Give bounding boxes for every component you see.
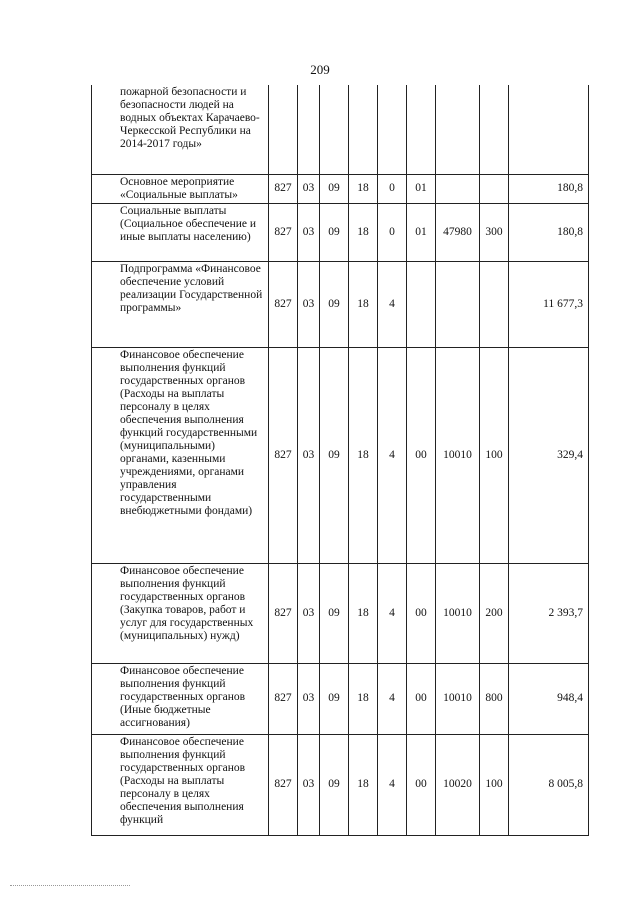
event-code bbox=[407, 85, 436, 174]
table-row bbox=[92, 261, 589, 347]
amount bbox=[509, 85, 589, 174]
subprogram-code: 4 bbox=[378, 663, 407, 734]
row-description: Финансовое обеспечение выполнения функций государственных органов (Расходы на выплаты персоналу в целях обеспечения выполнения функций государственными (муниципальными) органами, казенными учреждениями, органами управления государственными внебюджетными фондами) bbox=[92, 347, 269, 563]
program-code: 18 bbox=[349, 734, 378, 835]
section-code: 03 bbox=[298, 734, 320, 835]
admin-code: 827 bbox=[269, 563, 298, 663]
subsection-code: 09 bbox=[320, 203, 349, 261]
amount: 8 005,8 bbox=[509, 734, 589, 835]
event-code: 00 bbox=[407, 347, 436, 563]
subsection-code: 09 bbox=[320, 663, 349, 734]
direction-code bbox=[436, 261, 480, 347]
admin-code: 827 bbox=[269, 734, 298, 835]
expense-type-code bbox=[480, 261, 509, 347]
amount: 2 393,7 bbox=[509, 563, 589, 663]
admin-code: 827 bbox=[269, 663, 298, 734]
budget-table bbox=[91, 85, 589, 836]
table-row bbox=[92, 203, 589, 261]
row-description: Основное мероприятие «Социальные выплаты» bbox=[92, 174, 269, 203]
subsection-code: 09 bbox=[320, 734, 349, 835]
expense-type-code bbox=[480, 174, 509, 203]
subprogram-code: 0 bbox=[378, 203, 407, 261]
expense-type-code bbox=[480, 85, 509, 174]
amount: 11 677,3 bbox=[509, 261, 589, 347]
program-code: 18 bbox=[349, 663, 378, 734]
section-code bbox=[298, 85, 320, 174]
program-code: 18 bbox=[349, 174, 378, 203]
admin-code: 827 bbox=[269, 174, 298, 203]
table-row bbox=[92, 347, 589, 563]
subsection-code bbox=[320, 85, 349, 174]
program-code: 18 bbox=[349, 347, 378, 563]
direction-code: 47980 bbox=[436, 203, 480, 261]
table-row bbox=[92, 663, 589, 734]
table-row bbox=[92, 174, 589, 203]
section-code: 03 bbox=[298, 203, 320, 261]
event-code: 01 bbox=[407, 174, 436, 203]
subprogram-code: 0 bbox=[378, 174, 407, 203]
event-code: 00 bbox=[407, 563, 436, 663]
subsection-code: 09 bbox=[320, 563, 349, 663]
expense-type-code: 200 bbox=[480, 563, 509, 663]
row-description: Финансовое обеспечение выполнения функций государственных органов (Закупка товаров, работ и услуг для государственных (муниципальных) нужд) bbox=[92, 563, 269, 663]
subprogram-code bbox=[378, 85, 407, 174]
section-code: 03 bbox=[298, 174, 320, 203]
expense-type-code: 100 bbox=[480, 734, 509, 835]
row-description: Подпрограмма «Финансовое обеспечение условий реализации Государственной программы» bbox=[92, 261, 269, 347]
admin-code: 827 bbox=[269, 347, 298, 563]
event-code bbox=[407, 261, 436, 347]
amount: 180,8 bbox=[509, 174, 589, 203]
row-description: Социальные выплаты (Социальное обеспечение и иные выплаты населению) bbox=[92, 203, 269, 261]
direction-code: 10010 bbox=[436, 347, 480, 563]
subprogram-code: 4 bbox=[378, 347, 407, 563]
section-code: 03 bbox=[298, 261, 320, 347]
program-code bbox=[349, 85, 378, 174]
expense-type-code: 300 bbox=[480, 203, 509, 261]
event-code: 01 bbox=[407, 203, 436, 261]
direction-code: 10020 bbox=[436, 734, 480, 835]
direction-code bbox=[436, 85, 480, 174]
expense-type-code: 800 bbox=[480, 663, 509, 734]
direction-code: 10010 bbox=[436, 663, 480, 734]
amount: 948,4 bbox=[509, 663, 589, 734]
event-code: 00 bbox=[407, 663, 436, 734]
row-description: пожарной безопасности и безопасности людей на водных объектах Карачаево-Черкесской Республики на 2014-2017 годы» bbox=[92, 85, 269, 174]
subsection-code: 09 bbox=[320, 347, 349, 563]
amount: 329,4 bbox=[509, 347, 589, 563]
expense-type-code: 100 bbox=[480, 347, 509, 563]
admin-code: 827 bbox=[269, 203, 298, 261]
row-description: Финансовое обеспечение выполнения функций государственных органов (Расходы на выплаты персоналу в целях обеспечения выполнения функций bbox=[92, 734, 269, 835]
footer-line bbox=[10, 885, 130, 886]
program-code: 18 bbox=[349, 261, 378, 347]
page-number: 209 bbox=[310, 62, 330, 77]
subprogram-code: 4 bbox=[378, 563, 407, 663]
subprogram-code: 4 bbox=[378, 261, 407, 347]
program-code: 18 bbox=[349, 563, 378, 663]
direction-code: 10010 bbox=[436, 563, 480, 663]
subsection-code: 09 bbox=[320, 174, 349, 203]
subsection-code: 09 bbox=[320, 261, 349, 347]
event-code: 00 bbox=[407, 734, 436, 835]
section-code: 03 bbox=[298, 563, 320, 663]
program-code: 18 bbox=[349, 203, 378, 261]
table-row bbox=[92, 734, 589, 835]
table-row bbox=[92, 563, 589, 663]
table-row bbox=[92, 85, 589, 174]
subprogram-code: 4 bbox=[378, 734, 407, 835]
direction-code bbox=[436, 174, 480, 203]
amount: 180,8 bbox=[509, 203, 589, 261]
section-code: 03 bbox=[298, 663, 320, 734]
row-description: Финансовое обеспечение выполнения функций государственных органов (Иные бюджетные ассигнования) bbox=[92, 663, 269, 734]
section-code: 03 bbox=[298, 347, 320, 563]
admin-code bbox=[269, 85, 298, 174]
admin-code: 827 bbox=[269, 261, 298, 347]
